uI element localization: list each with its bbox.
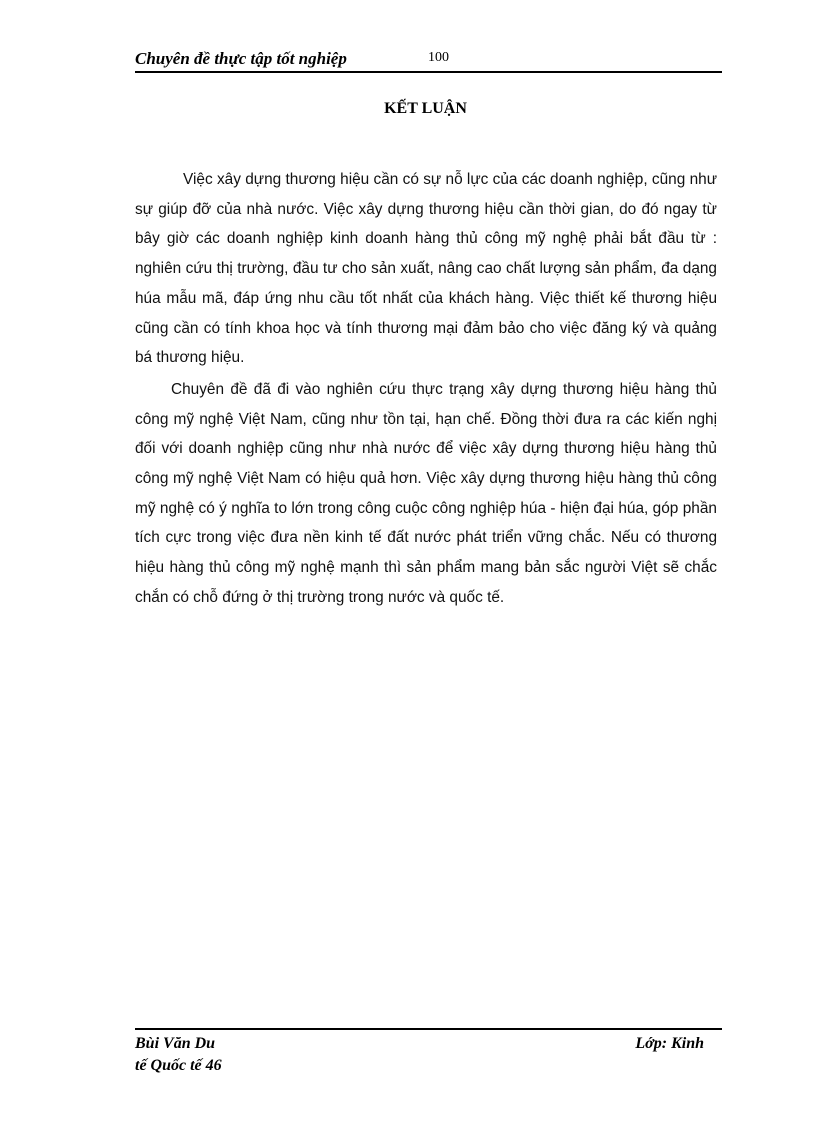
footer-class-label: Lớp: Kinh <box>635 1035 704 1052</box>
header-title: Chuyên đề thực tập tốt nghiệp <box>135 49 347 68</box>
paragraph-2: Chuyên đề đã đi vào nghiên cứu thực trạng xây dựng thương hiệu hàng thủ công mỹ nghệ Việt Nam, cũng như tồn tại, hạn chế. Đồng thời đưa ra các kiến nghị đối với doanh nghiệp cũng như nhà nước để việc xây dựng thương hiệu hàng thủ công mỹ nghệ Việt Nam có hiệu quả hơn. Việc xây dựng thương hiệu hàng thủ công mỹ nghệ có ý nghĩa to lớn trong công cuộc công nghiệp húa - hiện đại húa, góp phần tích cực trong việc đưa nền kinh tế đất nước phát triển vững chắc. Nếu có thương hiệu hàng thủ công mỹ nghệ mạnh thì sản phẩm mang bản sắc người Việt sẽ chắc chắn có chỗ đứng ở thị trường trong nước và quốc tế. <box>135 380 717 606</box>
footer-author: Bùi Văn Du <box>135 1035 216 1052</box>
page-number: 100 <box>428 50 449 65</box>
page-header <box>135 48 722 72</box>
header-divider <box>135 71 722 73</box>
section-heading: KẾT LUẬN <box>384 100 467 117</box>
document-body <box>135 165 717 615</box>
paragraph-1: Việc xây dựng thương hiệu cần có sự nỗ lực của các doanh nghiệp, cũng như sự giúp đỡ của nhà nước. Việc xây dựng thương hiệu cần thời gian, do đó ngay từ bây giờ các doanh nghiệp kinh doanh hàng thủ công mỹ nghệ phải bắt đầu từ : nghiên cứu thị trường, đầu tư cho sản xuất, nâng cao chất lượng sản phẩm, đa dạng húa mẫu mã, đáp ứng nhu cầu tốt nhất của khách hàng. Việc thiết kế thương hiệu cũng cần có tính khoa học và tính thương mại đảm bảo cho việc đăng ký và quảng bá thương hiệu. <box>135 171 717 367</box>
footer-class-continuation: tế Quốc tế 46 <box>135 1057 222 1074</box>
footer-divider <box>135 1028 722 1030</box>
